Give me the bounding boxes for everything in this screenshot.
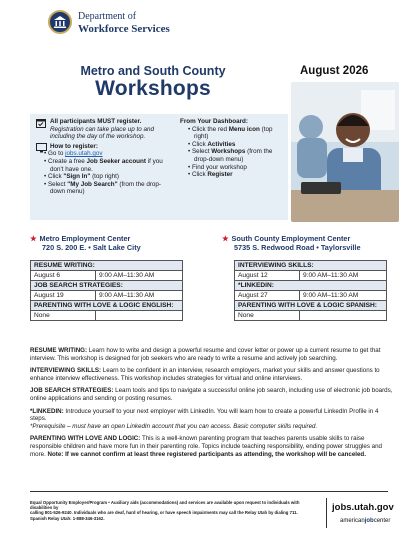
table-header: PARENTING WITH LOVE & LOGIC SPANISH: (235, 301, 387, 311)
dash-step-1: • Click the red Menu icon (top right) (188, 125, 273, 141)
table-row: None (31, 311, 183, 321)
desc-interviewing: INTERVIEWING SKILLS: Learn to be confident in an interview, research employers, market your skills and answer questions to enhance interview effectiveness. This workshop includes strategies for virtual and online interviews. (30, 367, 380, 382)
header (0, 0, 417, 42)
department-logo-text (78, 11, 170, 35)
footer-website-link[interactable]: jobs.utah.gov (332, 502, 394, 513)
linkedin-prerequisite: *Prerequisite – must have an open LinkedIn account that you can access. Basic computer skills required. (30, 422, 318, 430)
table-header: JOB SEARCH STRATEGIES: (31, 281, 183, 291)
location-metro (30, 234, 141, 252)
table-row: August 27 9:00 AM–11:30 AM (235, 291, 387, 301)
star-icon: ★ (30, 234, 37, 243)
workshop-descriptions (30, 347, 394, 463)
footer-separator (326, 498, 327, 528)
location-south-county (222, 234, 361, 252)
registration-note: Registration can take place up to and including the day of the workshop. (50, 125, 154, 141)
table-row: None (235, 311, 387, 321)
footer-disclaimer: Equal Opportunity Employer/Program • Auxiliary aids (accommodations) and services are available upon request to individuals with disabilities by calling 801-526-9240. Individuals who are deaf, hard of hearing, or have speech impairments may call the Relay Utah by dialing 711. Spanish Relay Utah: 1-888-346-3162. (30, 500, 300, 521)
dash-step-5: • Click Register (188, 171, 233, 179)
title-subheading: Metro and South County (80, 64, 226, 78)
location-address: 5735 S. Redwood Road • Taylorsville (234, 243, 361, 252)
table-row: August 19 9:00 AM–11:30 AM (31, 291, 183, 301)
dashboard-steps (180, 118, 288, 179)
location-name: South County Employment Center (231, 234, 351, 243)
registration-info-box (30, 114, 288, 220)
dash-step-3: • Select Workshops (from the drop-down menu) (188, 148, 273, 163)
dept-line2: Workforce Services (78, 23, 170, 35)
table-header: RESUME WRITING: (31, 261, 183, 271)
table-row: August 6 9:00 AM–11:30 AM (31, 271, 183, 281)
desc-parenting: PARENTING WITH LOVE AND LOGIC: This is a well-known parenting program that teaches parents usable skills to raise responsible children and have more fun in their parenting role. Topics include teaching responsibility, ending power struggles and more. Note: If we cannot confirm at least three registered participants as attending, the workshop will be canceled. (30, 435, 382, 458)
table-header: PARENTING WITH LOVE & LOGIC ENGLISH: (31, 301, 183, 311)
step-4: • Select "My Job Search" (from the drop-down menu) (44, 180, 162, 196)
computer-monitor-icon (36, 143, 47, 156)
desc-resume: RESUME WRITING: Learn how to write and design a powerful resume and cover letter or power up a current resume to get that interview. This workshop is designed for job seekers who are ready to write a resume and actively job searching. (30, 347, 381, 362)
dept-line1: Department of (78, 11, 137, 22)
location-name: Metro Employment Center (39, 234, 131, 243)
desc-linkedin: *LINKEDIN: Introduce yourself to your next employer with LinkedIn. You will learn how to create a powerful LinkedIn Profile in 4 steps. *Prerequisite – must have an open LinkedIn account that you can access. Basic computer skills required. (30, 407, 379, 430)
desc-job-search: JOB SEARCH STRATEGIES: Learn tools and tips to navigate a successful online job search, including use of electronic job boards, online applications and sending or posting resumes. (30, 387, 393, 402)
step-1: • Go to jobs.utah.gov (44, 150, 103, 158)
cancellation-note: Note: If we cannot confirm at least three registered participants as attending, the workshop will be canceled. (47, 450, 366, 458)
page-title: Workshops (95, 77, 211, 100)
month-label: August 2026 (300, 65, 369, 77)
dash-step-4: • Find your workshop (188, 163, 247, 171)
table-header: *LINKEDIN: (235, 281, 387, 291)
metro-schedule-table (30, 260, 183, 321)
must-register-text: All participants MUST register. (50, 118, 142, 125)
state-seal-logo (48, 10, 72, 34)
south-county-schedule-table (234, 260, 387, 321)
american-job-center-logo: americanjobcenter (340, 518, 391, 524)
step-3: • Click "Sign In" (top right) (44, 173, 120, 181)
step-2: • Create a free Job Seeker account if you don't have one. (44, 157, 163, 173)
dash-step-2: • Click Activities (188, 140, 236, 148)
footer-divider (30, 491, 388, 492)
table-row: August 12 9:00 AM–11:30 AM (235, 271, 387, 281)
location-address: 720 S. 200 E. • Salt Lake City (42, 243, 141, 252)
workshop-photo (291, 82, 399, 222)
registration-steps (36, 118, 176, 196)
how-to-register-label: How to register: (50, 142, 98, 150)
table-header: INTERVIEWING SKILLS: (235, 261, 387, 271)
star-icon: ★ (222, 234, 229, 243)
building-icon (53, 15, 67, 29)
jobs-utah-link[interactable]: jobs.utah.gov (65, 150, 103, 158)
dashboard-label: From Your Dashboard: (180, 118, 248, 125)
calendar-check-icon (36, 118, 46, 131)
